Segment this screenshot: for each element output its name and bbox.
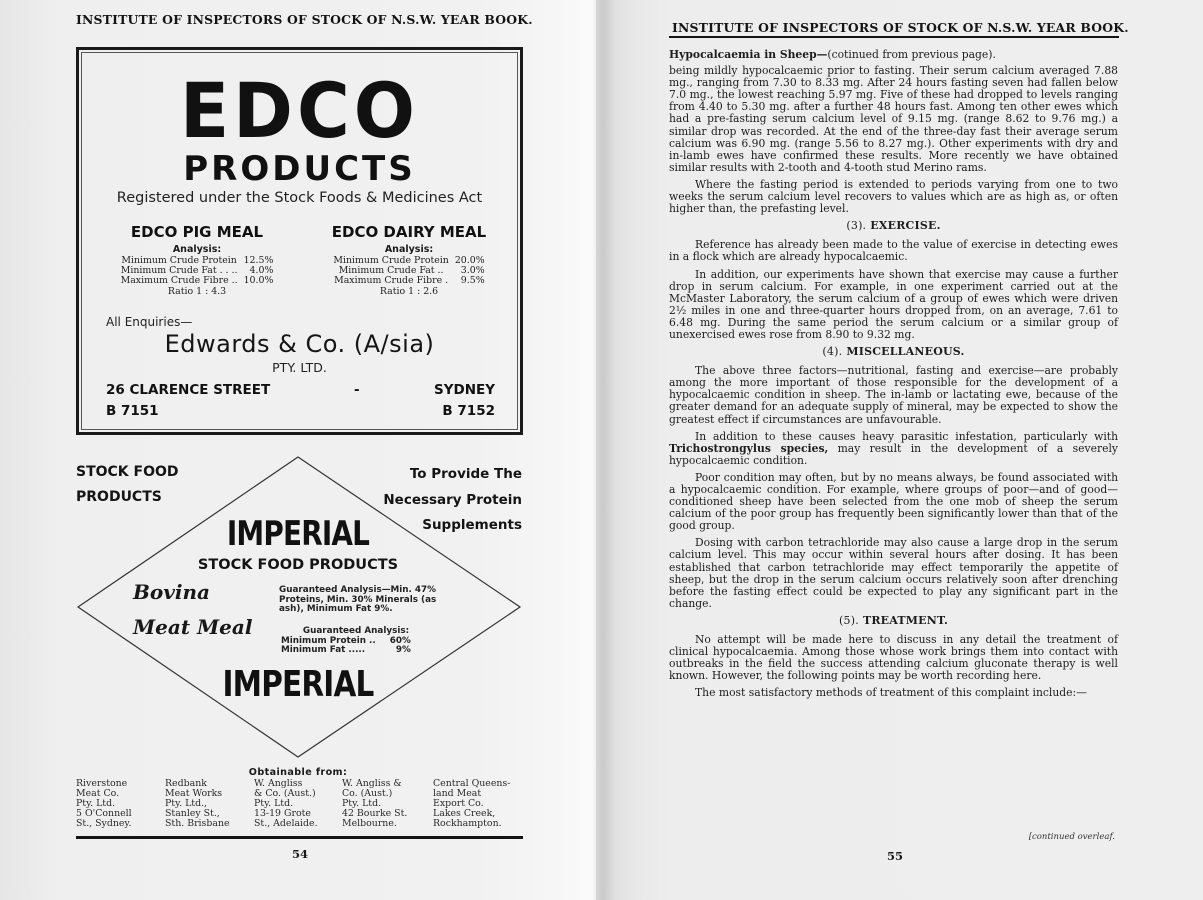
analysis-value: 9.5%: [460, 275, 485, 286]
analysis-value: 4.0%: [249, 265, 274, 276]
supplier-line: St., Sydney.: [76, 818, 132, 829]
analysis-line: Proteins, Min. 30% Minerals (as: [279, 594, 437, 605]
supplier-redbank: [165, 779, 230, 829]
supplier-angliss-adelaide: [254, 779, 318, 829]
header-rule: [669, 36, 1119, 38]
supplier-line: Pty. Ltd.: [76, 798, 116, 809]
page-number-left: 54: [292, 847, 309, 861]
supplier-line: Riverstone: [76, 778, 128, 789]
supplier-line: Lakes Creek,: [433, 808, 496, 819]
supplier-line: land Meat: [433, 788, 482, 799]
supplier-line: Pty. Ltd.: [254, 798, 294, 809]
running-head-left: INSTITUTE OF INSPECTORS OF STOCK OF N.S.W. YEAR BOOK.: [76, 12, 533, 27]
analysis-value: 12.5%: [243, 255, 274, 266]
section-heading-miscellaneous: [669, 346, 1118, 358]
supplier-line: Export Co.: [433, 798, 484, 809]
supplier-line: Central Queens-: [433, 778, 511, 789]
pig-meal-analysis-table: [121, 256, 274, 286]
tagline-left: [76, 460, 179, 510]
product-name-meat-meal: Meat Meal: [133, 615, 253, 639]
supplier-line: Meat Co.: [76, 788, 120, 799]
phone-left: B 7151: [106, 403, 159, 419]
supplier-central-queensland: [433, 779, 510, 829]
supplier-angliss-melbourne: [342, 779, 407, 829]
registration-note: Registered under the Stock Foods & Medicines Act: [116, 190, 483, 206]
supplier-line: Melbourne.: [342, 818, 397, 829]
edco-products-heading: PRODUCTS: [183, 149, 416, 189]
analysis-label: Minimum Crude Fat . . ..: [120, 265, 238, 276]
edco-advertisement: [76, 47, 523, 435]
section-title: MISCELLANEOUS.: [846, 345, 965, 359]
paragraph: No attempt will be made here to discuss in any detail the treatment of clinical hypocalcaemia. Among those whose work brings them into contact with outbreaks in the field the success attending calcium gluconate therapy is well known. However, the following points may be worth recording here.: [669, 633, 1118, 683]
supplier-line: Pty. Ltd.,: [165, 798, 208, 809]
supplier-line: W. Angliss: [254, 778, 303, 789]
text-run: may result in the development of a severely hypocalcaemic condition.: [669, 441, 1118, 467]
analysis-label: Guaranteed Analysis:: [302, 626, 410, 636]
analysis-label: Minimum Fat .....: [281, 645, 366, 655]
article-body: [669, 49, 1118, 705]
tagline-right-line: Supplements: [422, 517, 522, 533]
product-name-bovina: Bovina: [133, 580, 210, 604]
supplier-line: Redbank: [165, 778, 207, 789]
imperial-logo-top: IMPERIAL: [226, 514, 370, 554]
continued-overleaf-note: [continued overleaf.: [1028, 832, 1115, 842]
left-page: [0, 0, 596, 900]
company-name: Edwards & Co. (A/sia): [164, 330, 435, 358]
analysis-label: Minimum Crude Protein: [333, 255, 449, 266]
supplier-riverstone: [76, 779, 132, 829]
analysis-label: Maximum Crude Fibre .: [334, 275, 449, 286]
tagline-right-line: To Provide The: [409, 466, 522, 482]
section-title: TREATMENT.: [862, 613, 948, 627]
species-name: Trichostrongylus species,: [669, 441, 829, 455]
dairy-meal-ratio: Ratio 1 : 2.6: [379, 286, 439, 297]
obtainable-from-label: Obtainable from:: [248, 767, 348, 778]
enquiries-label: All Enquiries—: [106, 315, 193, 329]
supplier-line: 42 Bourke St.: [342, 808, 408, 819]
paragraph: Reference has already been made to the value of exercise in detecting ewes in a flock which are already hypocalcaemic.: [669, 238, 1118, 264]
analysis-value: 10.0%: [243, 275, 274, 286]
analysis-value: 3.0%: [460, 265, 485, 276]
paragraph: The above three factors—nutritional, fasting and exercise—are probably among the more important of those responsible for the development of a hypocalcaemic condition in sheep. The in-lamb or lactating ewe, because of the greater demand for an adequate supply of mineral, may be expected to show the greatest effect if circumstances are unfavourable.: [669, 364, 1118, 426]
address-block: [106, 380, 270, 422]
analysis-value: 20.0%: [454, 255, 485, 266]
imperial-logo-bottom: IMPERIAL: [222, 664, 374, 705]
pig-meal-title: EDCO PIG MEAL: [130, 223, 264, 241]
analysis-line: Guaranteed Analysis—Min. 47%: [279, 585, 436, 595]
phone-right: B 7152: [442, 403, 495, 419]
dairy-meal-analysis-table: [333, 256, 484, 286]
analysis-label: Minimum Crude Protein: [121, 255, 237, 266]
meat-meal-analysis: [281, 627, 431, 656]
paragraph: The most satisfactory methods of treatment of this complaint include:—: [695, 686, 1087, 700]
paragraph: Where the fasting period is extended to periods varying from one to two weeks the serum calcium level recovers to values which are as high as, or often higher than, the prefasting level.: [669, 177, 1118, 216]
analysis-label: Minimum Protein ..: [281, 635, 376, 646]
supplier-line: St., Adelaide.: [254, 818, 318, 829]
supplier-line: 5 O'Connell: [76, 808, 132, 819]
dairy-meal-panel: [314, 223, 504, 297]
pig-meal-ratio: Ratio 1 : 4.3: [167, 286, 227, 297]
text-run: In addition to these causes heavy parasitic infestation, particularly with: [695, 429, 1118, 443]
supplier-line: & Co. (Aust.): [254, 788, 316, 799]
section-heading-treatment: [669, 615, 1118, 627]
company-suffix: PTY. LTD.: [272, 360, 327, 375]
running-head-right: INSTITUTE OF INSPECTORS OF STOCK OF N.S.W. YEAR BOOK.: [672, 20, 1129, 35]
section-title: EXERCISE.: [870, 219, 941, 233]
tagline-right-line: Necessary Protein: [383, 491, 522, 508]
section-number: (4).: [822, 345, 843, 359]
analysis-value: 9%: [395, 645, 411, 655]
dairy-meal-analysis-label: Analysis:: [384, 244, 434, 255]
continued-note: (cotinued from previous page).: [827, 48, 996, 61]
supplier-line: 13-19 Grote: [254, 808, 311, 819]
edco-logo: EDCO: [180, 66, 419, 156]
bovina-analysis: [279, 586, 479, 615]
supplier-line: W. Angliss &: [342, 778, 402, 789]
tagline-left-line: STOCK FOOD: [76, 464, 179, 480]
supplier-line: Pty. Ltd.: [342, 798, 382, 809]
supplier-line: Meat Works: [165, 788, 223, 799]
supplier-line: Sth. Brisbane: [165, 818, 230, 829]
dairy-meal-title: EDCO DAIRY MEAL: [331, 223, 487, 241]
book-gutter: [590, 0, 614, 900]
section-number: (5).: [839, 613, 859, 627]
analysis-label: Maximum Crude Fibre ..: [120, 275, 238, 286]
city-block: [434, 380, 495, 422]
analysis-value: 60%: [389, 635, 411, 646]
paragraph: In addition, our experiments have shown that exercise may cause a further drop in serum calcium. For example, in one experiment carried out at the McMaster Laboratory, the serum calcium of a group of ewes which were driven 2½ miles in one and three-quarter hours dropped from, on an average, 7.61 to 6.48 mg. During the same period the serum calcium or a similar group of unexercised ewes rose from 8.90 to 9.32 mg.: [669, 267, 1118, 341]
street-address: 26 CLARENCE STREET: [106, 382, 271, 398]
address-separator: -: [354, 382, 360, 398]
continued-heading: [669, 49, 1118, 61]
city: SYDNEY: [433, 382, 495, 398]
analysis-line: ash), Minimum Fat 9%.: [279, 604, 393, 614]
paragraph: Poor condition may often, but by no means always, be found associated with a hypocalcaemic condition. For example, where groups of poor—and of good—conditioned sheep have been selected from the one mob of sheep the serum calcium of the poor group has frequently been significantly lower than that of the good group.: [669, 470, 1118, 533]
analysis-label: Minimum Crude Fat ..: [338, 265, 444, 276]
imperial-subtitle: STOCK FOOD PRODUCTS: [197, 557, 399, 573]
supplier-line: Rockhampton.: [433, 818, 502, 829]
section-number: (3).: [846, 219, 867, 233]
page-number-right: 55: [887, 849, 904, 863]
footer-rule: [76, 836, 523, 839]
paragraph: Dosing with carbon tetrachloride may also cause a large drop in the serum calcium level. This may occur within several hours after dosing. It has been established that carbon tetrachloride may effect temporarily the appetite of sheep, but the drop in the serum calcium occurs relatively soon after drenching before the fasting effect could be expected to play any significant part in the change.: [669, 536, 1118, 610]
pig-meal-panel: [102, 223, 292, 297]
supplier-line: Co. (Aust.): [342, 788, 393, 799]
tagline-left-line: PRODUCTS: [76, 489, 162, 505]
paragraph: [669, 431, 1118, 467]
article-title: Hypocalcaemia in Sheep—: [669, 48, 828, 61]
supplier-line: Stanley St.,: [165, 808, 220, 819]
pig-meal-analysis-label: Analysis:: [172, 244, 222, 255]
section-heading-exercise: [669, 220, 1118, 232]
paragraph: being mildly hypocalcaemic prior to fasting. Their serum calcium averaged 7.88 mg., ranging from 7.30 to 8.33 mg. After 24 hours fasting seven had fallen below 7.0 mg., the lowest reaching 5.97 mg. Five of these had dropped to levels ranging from 4.40 to 5.30 mg. after a further 48 hours fast. Among ten other ewes which had a pre-fasting serum calcium level of 9.15 mg. (range 8.62 to 9.76 mg.) a similar drop was recorded. At the end of the three-day fast their average serum calcium was 6.90 mg. (range 5.56 to 8.27 mg.). Other experiments with dry and in-lamb ewes have confirmed these results. More recently we have obtained similar results with 2-tooth and 4-tooth stud Merino rams.: [669, 64, 1118, 174]
